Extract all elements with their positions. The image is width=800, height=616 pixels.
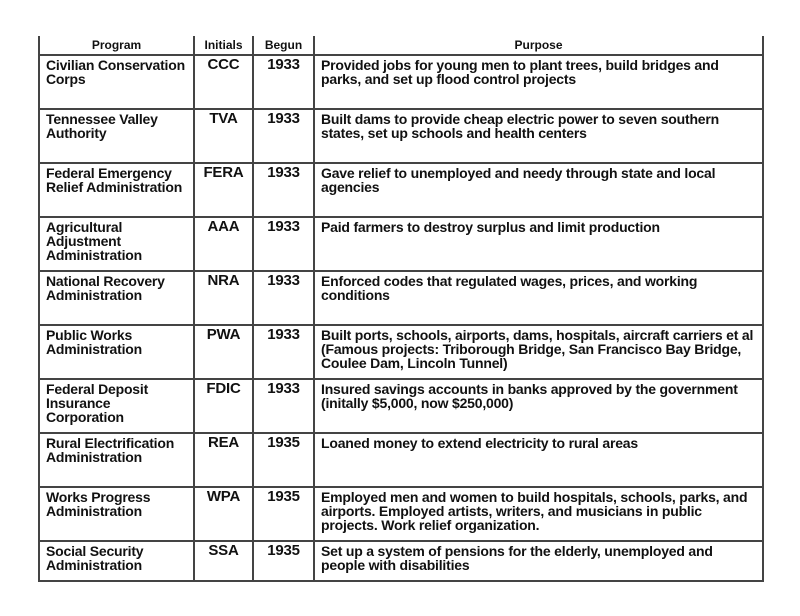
- cell-begun: 1933: [253, 217, 314, 271]
- table-row: [39, 163, 763, 217]
- cell-program: Federal Deposit Insurance Corporation: [39, 379, 194, 433]
- cell-purpose: Built dams to provide cheap electric power to seven southern states, set up schools and health centers: [314, 109, 763, 163]
- header-row: [39, 36, 763, 55]
- cell-initials: CCC: [194, 55, 253, 109]
- cell-begun: 1935: [253, 541, 314, 581]
- cell-purpose: Insured savings accounts in banks approved by the government (initally $5,000, now $250,000): [314, 379, 763, 433]
- cell-initials: NRA: [194, 271, 253, 325]
- cell-purpose: Enforced codes that regulated wages, prices, and working conditions: [314, 271, 763, 325]
- cell-initials: FDIC: [194, 379, 253, 433]
- table-row: [39, 379, 763, 433]
- cell-initials: TVA: [194, 109, 253, 163]
- table-row: [39, 217, 763, 271]
- cell-program: Tennessee Valley Authority: [39, 109, 194, 163]
- cell-purpose: Gave relief to unemployed and needy through state and local agencies: [314, 163, 763, 217]
- table-row: [39, 325, 763, 379]
- cell-program: Works Progress Administration: [39, 487, 194, 541]
- cell-begun: 1933: [253, 109, 314, 163]
- cell-begun: 1935: [253, 487, 314, 541]
- cell-initials: REA: [194, 433, 253, 487]
- cell-purpose: Employed men and women to build hospitals, schools, parks, and airports. Employed artists, writers, and musicians in public projects. Work relief organization.: [314, 487, 763, 541]
- header-purpose: Purpose: [314, 36, 763, 55]
- cell-begun: 1933: [253, 379, 314, 433]
- cell-purpose: Set up a system of pensions for the elderly, unemployed and people with disabilities: [314, 541, 763, 581]
- cell-program: Federal Emergency Relief Administration: [39, 163, 194, 217]
- cell-program: Public Works Administration: [39, 325, 194, 379]
- cell-program: Agricultural Adjustment Administration: [39, 217, 194, 271]
- cell-initials: WPA: [194, 487, 253, 541]
- table-row: [39, 487, 763, 541]
- cell-begun: 1933: [253, 55, 314, 109]
- cell-begun: 1933: [253, 271, 314, 325]
- table-row: [39, 109, 763, 163]
- cell-program: Rural Electrification Administration: [39, 433, 194, 487]
- cell-initials: FERA: [194, 163, 253, 217]
- cell-purpose: Built ports, schools, airports, dams, hospitals, aircraft carriers et al (Famous projects: Triborough Bridge, San Francisco Bay Bridge, Coulee Dam, Lincoln Tunnel): [314, 325, 763, 379]
- cell-initials: AAA: [194, 217, 253, 271]
- table-row: [39, 541, 763, 581]
- header-program: Program: [39, 36, 194, 55]
- header-initials: Initials: [194, 36, 253, 55]
- cell-begun: 1933: [253, 163, 314, 217]
- cell-initials: SSA: [194, 541, 253, 581]
- cell-purpose: Loaned money to extend electricity to rural areas: [314, 433, 763, 487]
- cell-program: Civilian Conservation Corps: [39, 55, 194, 109]
- table-row: [39, 55, 763, 109]
- cell-begun: 1935: [253, 433, 314, 487]
- cell-purpose: Paid farmers to destroy surplus and limit production: [314, 217, 763, 271]
- table-row: [39, 433, 763, 487]
- cell-program: Social Security Administration: [39, 541, 194, 581]
- cell-program: National Recovery Administration: [39, 271, 194, 325]
- cell-begun: 1933: [253, 325, 314, 379]
- cell-purpose: Provided jobs for young men to plant trees, build bridges and parks, and set up flood control projects: [314, 55, 763, 109]
- new-deal-programs-table: [38, 36, 764, 582]
- table-row: [39, 271, 763, 325]
- cell-initials: PWA: [194, 325, 253, 379]
- header-begun: Begun: [253, 36, 314, 55]
